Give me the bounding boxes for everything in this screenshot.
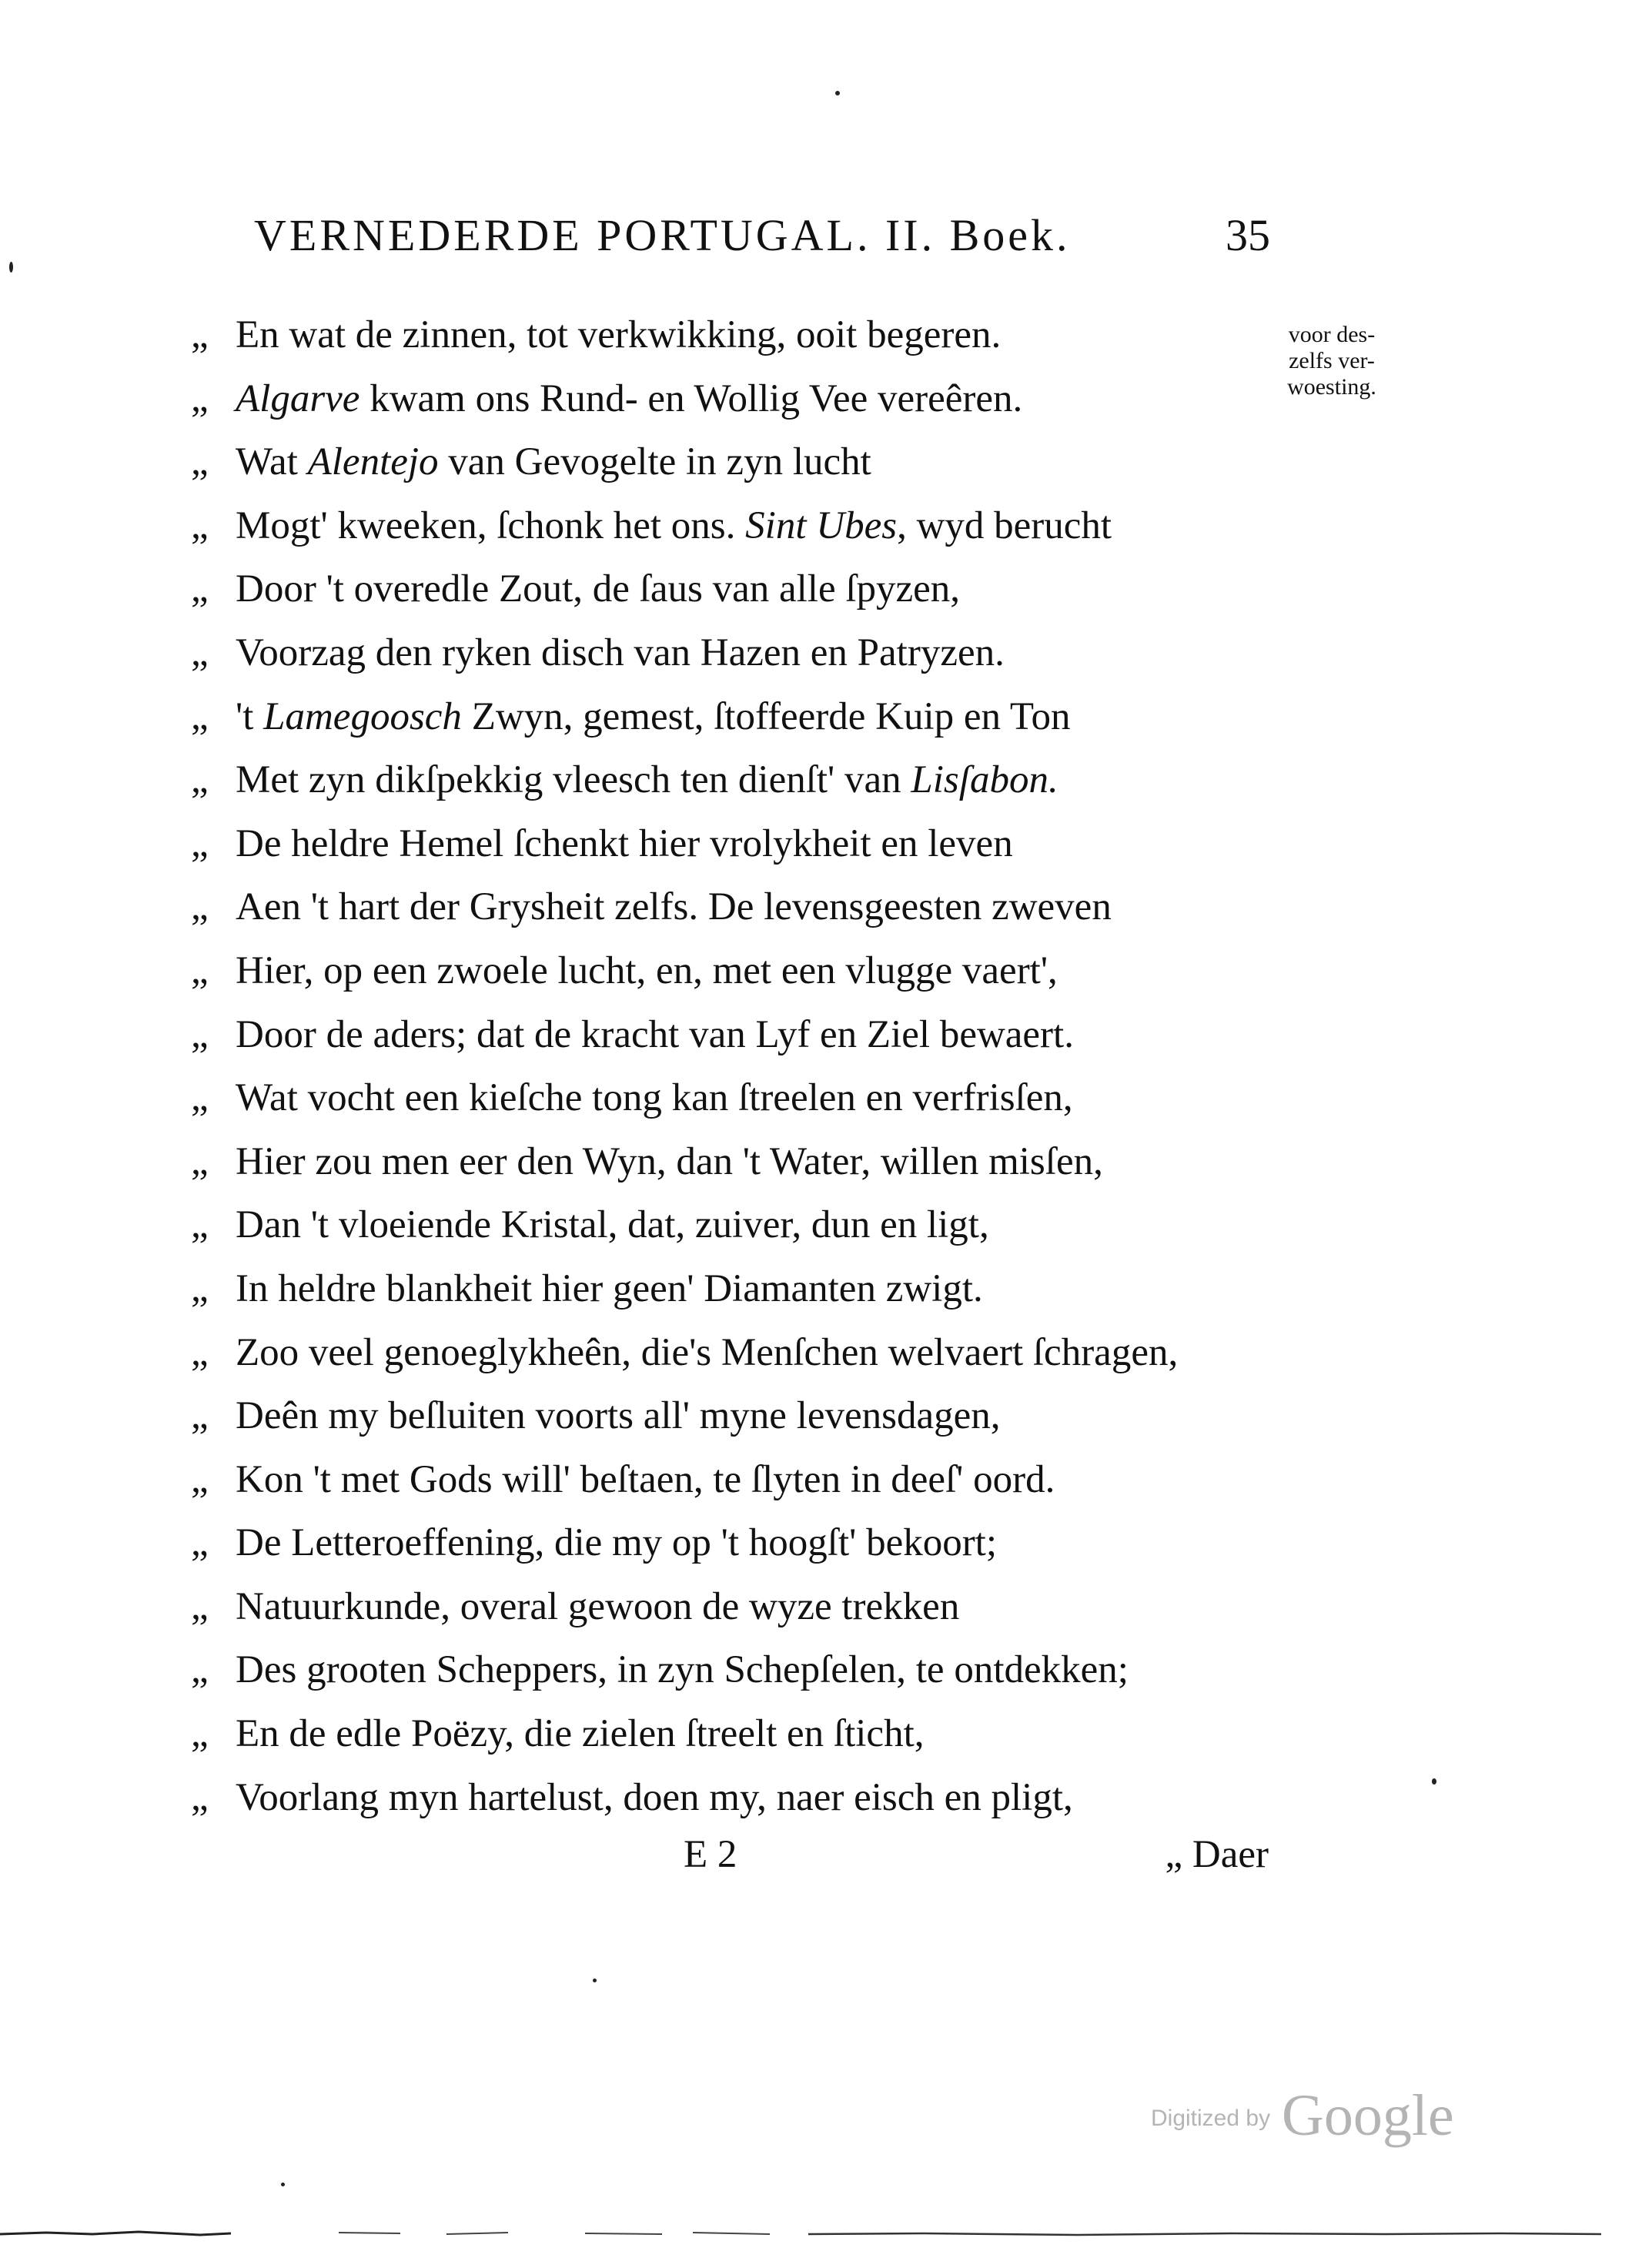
verse-quote-mark: „ <box>191 503 209 547</box>
verse-quote-mark: „ <box>191 1394 209 1438</box>
verse-line <box>191 685 1284 749</box>
scan-speck <box>9 262 13 273</box>
verse-line <box>191 1638 1284 1702</box>
verse-line <box>191 621 1284 685</box>
verse-quote-mark: „ <box>191 440 209 484</box>
verse-text: Door 't overedle Zout, de ſaus van alle ſpyzen, <box>236 567 961 611</box>
verse-quote-mark: „ <box>191 1139 209 1183</box>
signature-mark: E 2 <box>684 1833 737 1876</box>
scan-edge-artifact <box>0 2225 1652 2240</box>
verse-line <box>191 939 1284 1003</box>
verse-line <box>191 303 1284 367</box>
scan-speck <box>835 91 840 95</box>
verse-line <box>191 1448 1284 1512</box>
page-number: 35 <box>1226 210 1270 260</box>
verse-line <box>191 1257 1284 1321</box>
italic-name: Alentejo <box>307 440 439 484</box>
page-footer <box>191 1832 1284 1894</box>
italic-name: Lisſabon. <box>911 758 1058 802</box>
verse-quote-mark: „ <box>191 567 209 611</box>
verse-line <box>191 1193 1284 1257</box>
verse-line <box>191 812 1284 876</box>
verse-block <box>191 303 1284 1829</box>
margin-note-line: woesting. <box>1287 374 1376 400</box>
verse-text: Mogt' kweeken, ſchonk het ons. Sint Ubes, wyd berucht <box>236 503 1112 547</box>
verse-text: Voorzag den ryken disch van Hazen en Patryzen. <box>236 631 1005 674</box>
verse-text: Deên my beſluiten voorts all' myne levensdagen, <box>236 1394 1001 1438</box>
verse-line <box>191 1003 1284 1067</box>
scan-speck <box>593 1979 597 1982</box>
italic-name: Sint Ubes <box>745 503 898 547</box>
running-title: VERNEDERDE PORTUGAL. II. Boek. <box>254 210 1071 260</box>
verse-text: Hier, op een zwoele lucht, en, met een vlugge vaert', <box>236 948 1058 992</box>
verse-quote-mark: „ <box>191 1584 209 1628</box>
verse-quote-mark: „ <box>191 1712 209 1756</box>
margin-note-line: zelfs ver- <box>1289 348 1375 373</box>
verse-quote-mark: „ <box>191 1648 209 1692</box>
verse-line <box>191 1066 1284 1130</box>
verse-line <box>191 1511 1284 1575</box>
verse-text: Hier zou men eer den Wyn, dan 't Water, willen misſen, <box>236 1139 1103 1183</box>
verse-line <box>191 1384 1284 1448</box>
verse-line <box>191 748 1284 812</box>
verse-line <box>191 1575 1284 1639</box>
verse-text: Aen 't hart der Grysheit zelfs. De levensgeesten zweven <box>236 885 1112 929</box>
verse-line <box>191 1766 1284 1830</box>
verse-quote-mark: „ <box>191 948 209 992</box>
italic-name: Lamegoosch <box>263 694 462 738</box>
verse-quote-mark: „ <box>191 313 209 356</box>
verse-text: In heldre blankheit hier geen' Diamanten zwigt. <box>236 1266 983 1310</box>
margin-note-line: voor des- <box>1288 322 1376 347</box>
verse-text: Dan 't vloeiende Kristal, dat, zuiver, dun en ligt, <box>236 1203 989 1247</box>
italic-name: Algarve <box>236 376 360 420</box>
verse-text: Wat vocht een kieſche tong kan ſtreelen en verfrisſen, <box>236 1076 1073 1120</box>
verse-quote-mark: „ <box>191 1457 209 1501</box>
scan-speck <box>1432 1778 1436 1785</box>
verse-text: Kon 't met Gods will' beſtaen, te ſlyten in deeſ' oord. <box>236 1457 1055 1501</box>
verse-line <box>191 494 1284 558</box>
verse-text: Met zyn dikſpekkig vleesch ten dienſt' van Lisſabon. <box>236 758 1058 802</box>
verse-line <box>191 430 1284 494</box>
verse-quote-mark: „ <box>191 1330 209 1374</box>
verse-quote-mark: „ <box>191 1012 209 1056</box>
verse-text: Des grooten Scheppers, in zyn Schepſelen, te ontdekken; <box>236 1648 1129 1692</box>
verse-text: En de edle Poëzy, die zielen ſtreelt en ſticht, <box>236 1712 925 1756</box>
verse-quote-mark: „ <box>191 885 209 929</box>
verse-text: De heldre Hemel ſchenkt hier vrolykheit en leven <box>236 821 1013 865</box>
verse-quote-mark: „ <box>191 631 209 674</box>
verse-line <box>191 367 1284 431</box>
watermark-prefix: Digitized by <box>1151 2106 1271 2131</box>
verse-quote-mark: „ <box>191 1266 209 1310</box>
verse-text: En wat de zinnen, tot verkwikking, ooit begeren. <box>236 313 1002 356</box>
verse-text: Natuurkunde, overal gewoon de wyze trekken <box>236 1584 960 1628</box>
verse-quote-mark: „ <box>191 1203 209 1247</box>
verse-quote-mark: „ <box>191 758 209 802</box>
google-logo: Google <box>1282 2083 1454 2148</box>
verse-text: Door de aders; dat de kracht van Lyf en Ziel bewaert. <box>236 1012 1074 1056</box>
verse-line <box>191 1321 1284 1385</box>
verse-text: De Letteroeffening, die my op 't hoogſt' bekoort; <box>236 1521 998 1565</box>
verse-text: Algarve kwam ons Rund- en Wollig Vee vereêren. <box>236 376 1023 420</box>
verse-quote-mark: „ <box>191 1775 209 1819</box>
page-header <box>254 209 1270 271</box>
verse-quote-mark: „ <box>191 1076 209 1120</box>
verse-text: Zoo veel genoeglykheên, die's Menſchen welvaert ſchragen, <box>236 1330 1179 1374</box>
verse-text: Voorlang myn hartelust, doen my, naer eisch en pligt, <box>236 1775 1073 1819</box>
digitized-by-watermark <box>1151 2082 1505 2148</box>
verse-quote-mark: „ <box>191 376 209 420</box>
scan-speck <box>281 2183 285 2186</box>
verse-line <box>191 1130 1284 1194</box>
catchword: „ Daer <box>1165 1833 1269 1876</box>
verse-text: Wat Alentejo van Gevogelte in zyn lucht <box>236 440 871 484</box>
verse-line <box>191 875 1284 939</box>
verse-text: 't Lamegoosch Zwyn, gemest, ſtoffeerde Kuip en Ton <box>236 694 1071 738</box>
verse-quote-mark: „ <box>191 694 209 738</box>
verse-line <box>191 1702 1284 1766</box>
verse-line <box>191 557 1284 621</box>
verse-quote-mark: „ <box>191 821 209 865</box>
verse-quote-mark: „ <box>191 1521 209 1565</box>
